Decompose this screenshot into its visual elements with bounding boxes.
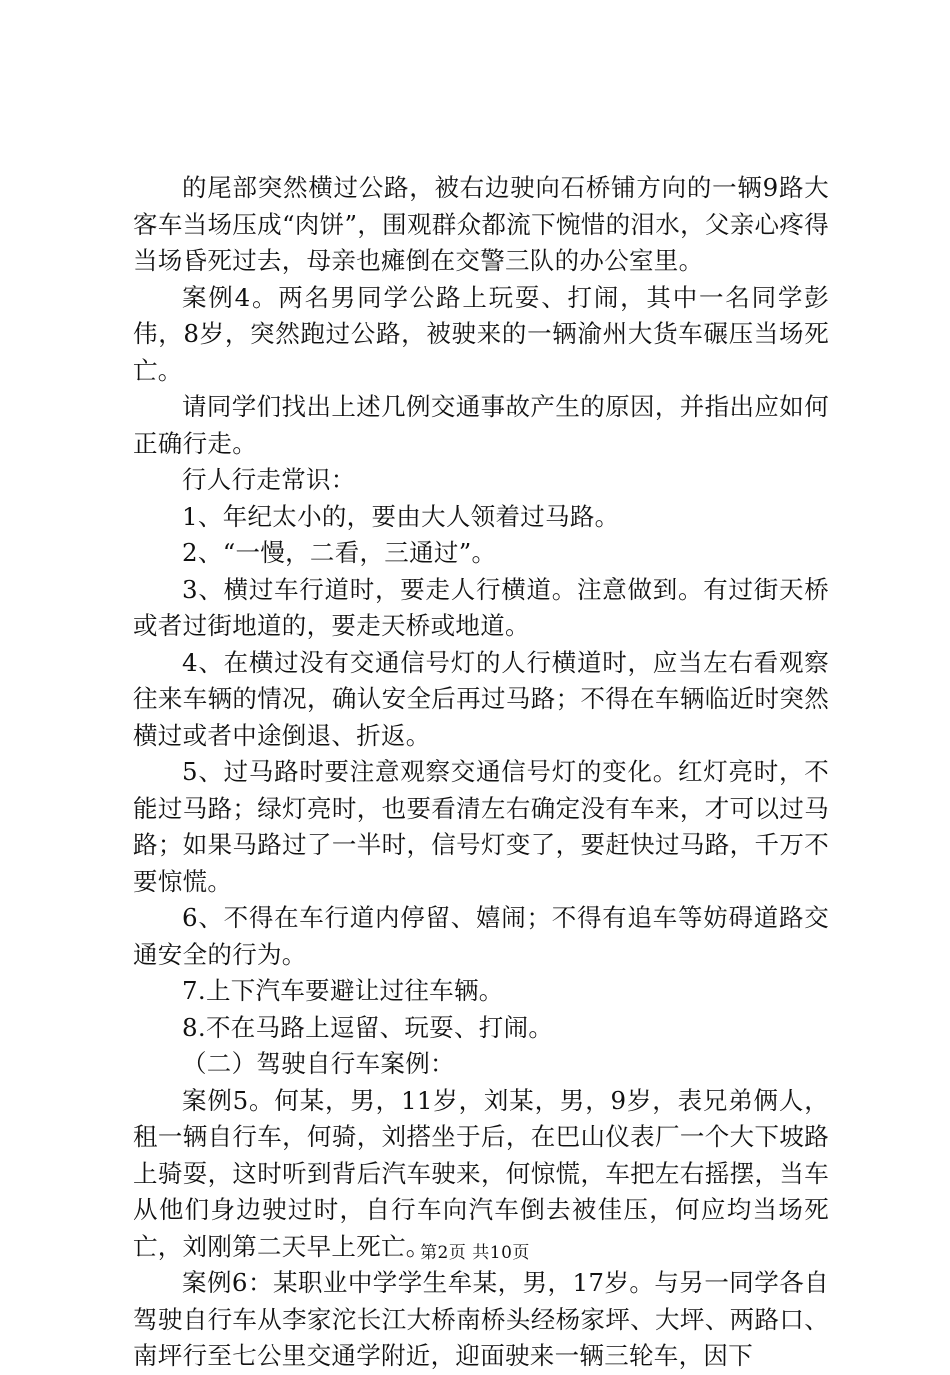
paragraph: 8.不在马路上逗留、玩耍、打闹。 bbox=[182, 1012, 554, 1042]
paragraph: 6、不得在车行道内停留、嬉闹；不得有追车等妨碍道路交通安全的行为。 bbox=[133, 903, 829, 969]
paragraph: 7.上下汽车要避让过往车辆。 bbox=[182, 976, 504, 1005]
paragraph: 案例6：某职业中学学生牟某，男，17岁。与另一同学各自驾驶自行车从李家沱长江大桥南桥头经杨家坪、大坪、两路口、南坪行至七公里交通学附近，迎面驶来一辆三轮车，因下 bbox=[133, 1268, 829, 1370]
paragraph: 2、“一慢，二看，三通过”。 bbox=[182, 538, 497, 567]
paragraph: 请同学们找出上述几例交通事故产生的原因，并指出应如何正确行走。 bbox=[133, 392, 829, 458]
paragraph: 案例5。何某，男，11岁，刘某，男，9岁，表兄弟俩人，租一辆自行车，何骑，刘搭坐于后，在巴山仪表厂一个大下坡路上骑耍，这时听到背后汽车驶来，何惊慌，车把左右摇摆，当车从他们身边驶过时，自行车向汽车倒去被佳压，何应均当场死亡，刘刚第二天早上死亡。 bbox=[133, 1085, 829, 1261]
page-number-footer: 第2页 共10页 bbox=[420, 1243, 530, 1263]
document-body bbox=[133, 170, 829, 1375]
paragraph: 3、横过车行道时，要走人行横道。注意做到。有过街天桥或者过街地道的，要走天桥或地道。 bbox=[133, 574, 829, 640]
paragraph: 行人行走常识： bbox=[182, 465, 356, 494]
paragraph: 5、过马路时要注意观察交通信号灯的变化。红灯亮时，不能过马路；绿灯亮时，也要看清左右确定没有车来，才可以过马路；如果马路过了一半时，信号灯变了，要赶快过马路，千万不要惊慌。 bbox=[133, 757, 829, 896]
paragraph: 1、年纪太小的，要由大人领着过马路。 bbox=[182, 501, 620, 531]
paragraph: （二）驾驶自行车案例： bbox=[182, 1049, 455, 1078]
paragraph: 的尾部突然横过公路，被右边驶向石桥铺方向的一辆9路大客车当场压成“肉饼”，围观群众都流下惋惜的泪水，父亲心疼得当场昏死过去，母亲也瘫倒在交警三队的办公室里。 bbox=[133, 173, 829, 275]
paragraph: 案例4。两名男同学公路上玩耍、打闹，其中一名同学彭伟，8岁，突然跑过公路，被驶来的一辆渝州大货车碾压当场死亡。 bbox=[133, 282, 829, 385]
paragraph: 4、在横过没有交通信号灯的人行横道时，应当左右看观察往来车辆的情况，确认安全后再过马路；不得在车辆临近时突然横过或者中途倒退、折返。 bbox=[133, 647, 829, 750]
